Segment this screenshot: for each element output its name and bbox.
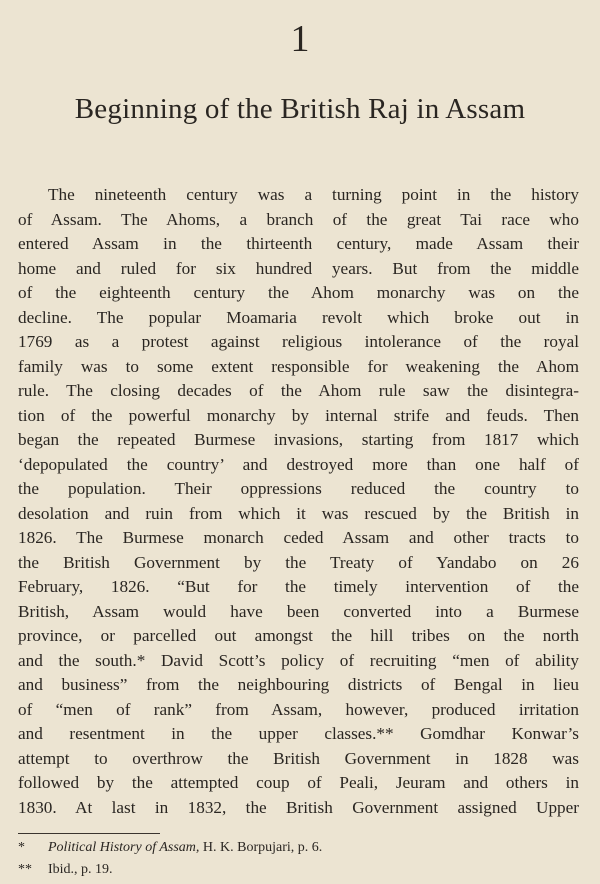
footnote-marker: ** (18, 862, 32, 877)
body-line: British, Assam would have been converted into a Burmese (18, 601, 579, 621)
footnote-detail: H. K. Borpujari, p. 6. (202, 840, 323, 855)
body-line: rule. The closing decades of the Ahom rule saw the disintegra- (18, 381, 579, 400)
body-line: tion of the powerful monarchy by internal strife and feuds. Then (18, 405, 579, 425)
body-paragraph (18, 183, 579, 820)
body-line: and resentment in the upper classes.** Gomdhar Konwar’s (18, 724, 579, 743)
footnote-source: Political History of Assam, (48, 840, 200, 855)
body-line: and the south.* David Scott’s policy of recruiting “men of ability (18, 650, 579, 670)
body-line: followed by the attempted coup of Peali, Jeuram and others in (18, 773, 579, 792)
body-line: 1830. At last in 1832, the British Government assigned Upper (18, 797, 579, 817)
footnote-divider (18, 833, 160, 834)
body-line: family was to some extent responsible for weakening the Ahom (18, 356, 579, 376)
body-line: ‘depopulated the country’ and destroyed more than one half of (18, 454, 579, 474)
body-line: province, or parcelled out amongst the hill tribes on the north (18, 626, 579, 645)
body-line: February, 1826. “But for the timely intervention of the (18, 577, 579, 596)
body-line: entered Assam in the thirteenth century, made Assam their (18, 234, 579, 253)
body-line: of the eighteenth century the Ahom monarchy was on the (18, 283, 579, 302)
body-line: 1826. The Burmese monarch ceded Assam and other tracts to (18, 528, 579, 547)
footnote-detail: Ibid., p. 19. (48, 862, 113, 877)
chapter-title: Beginning of the British Raj in Assam (74, 93, 526, 125)
body-line: The nineteenth century was a turning point in the history (48, 185, 579, 204)
body-line: of “men of rank” from Assam, however, produced irritation (18, 699, 579, 719)
footnote-item (18, 859, 578, 881)
chapter-number: 1 (290, 18, 310, 60)
body-line: desolation and ruin from which it was rescued by the British in (18, 503, 579, 523)
body-line: the British Government by the Treaty of Yandabo on 26 (18, 552, 579, 572)
body-line: and business” from the neighbouring districts of Bengal in lieu (18, 675, 579, 694)
body-line: of Assam. The Ahoms, a branch of the great Tai race who (18, 209, 579, 229)
body-line: 1769 as a protest against religious intolerance of the royal (18, 332, 579, 351)
body-line: began the repeated Burmese invasions, starting from 1817 which (18, 430, 579, 449)
body-line: home and ruled for six hundred years. But from the middle (18, 258, 579, 278)
footnote-marker: * (18, 840, 25, 855)
footnotes (18, 837, 578, 881)
body-line: the population. Their oppressions reduced the country to (18, 479, 579, 498)
body-line: decline. The popular Moamaria revolt which broke out in (18, 307, 579, 327)
footnote-item (18, 837, 578, 859)
body-line: attempt to overthrow the British Government in 1828 was (18, 748, 579, 768)
